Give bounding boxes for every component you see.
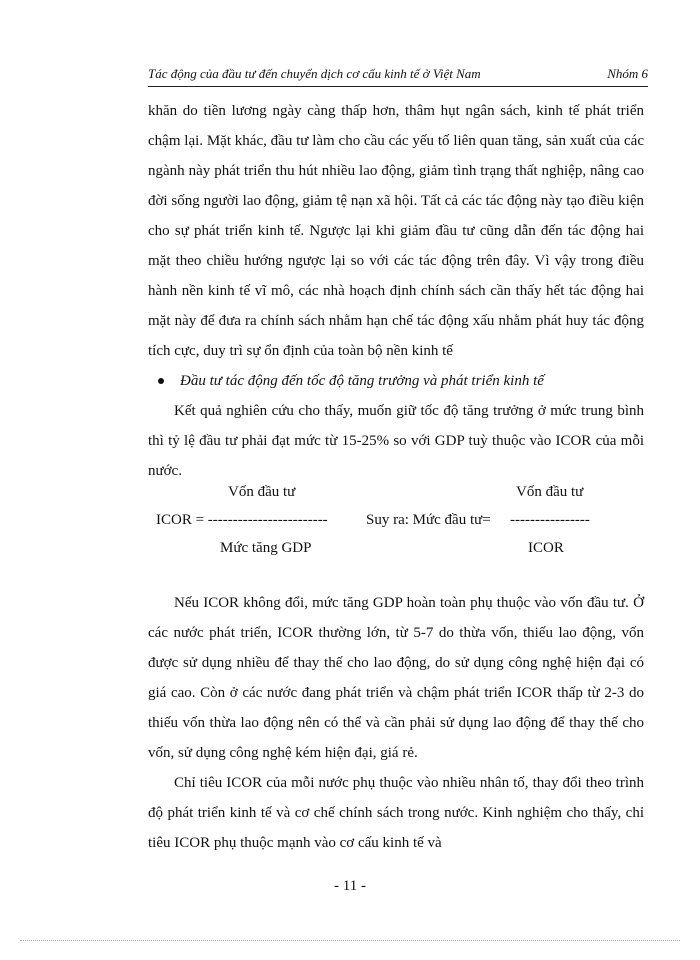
formula-suy-ra: Suy ra: Mức đầu tư=: [366, 512, 491, 528]
formula-denominator-right: ICOR: [528, 540, 564, 556]
page-bottom-divider: [20, 940, 680, 941]
formula-numerator-right: Vốn đầu tư: [516, 484, 584, 500]
bullet-dot-icon: [158, 378, 164, 384]
formula-dash-right: ----------------: [510, 512, 590, 528]
body-text-bottom: [148, 588, 644, 858]
paragraph-4: Chỉ tiêu ICOR của mỗi nước phụ thuộc vào nhiều nhân tố, thay đổi theo trình độ phát triển kinh tế và cơ chế chính sách trong nước. Kinh nghiệm cho thấy, chỉ tiêu ICOR phụ thuộc mạnh vào cơ cấu kinh tế và: [148, 775, 644, 851]
body-text-top: [148, 96, 644, 486]
bullet-heading: [148, 366, 644, 396]
bullet-heading-text: Đầu tư tác động đến tốc độ tăng trưởng và phát triển kinh tế: [180, 373, 544, 389]
formula-numerator-left: Vốn đầu tư: [228, 484, 296, 500]
paragraph-2: Kết quả nghiên cứu cho thấy, muốn giữ tốc độ tăng trưởng ở mức trung bình thì tỷ lệ đầu tư phải đạt mức từ 15-25% so với GDP tuỳ thuộc vào ICOR của mỗi nước.: [148, 403, 644, 479]
icor-formula: [148, 480, 644, 570]
page-number: - 11 -: [334, 878, 366, 894]
paragraph-3: Nếu ICOR không đổi, mức tăng GDP hoàn toàn phụ thuộc vào vốn đầu tư. Ở các nước phát triển, ICOR thường lớn, từ 5-7 do thừa vốn, thiếu lao động, vốn được sử dụng nhiều để thay thế cho lao động, do sử dụng công nghệ hiện đại có giá cao. Còn ở các nước đang phát triển và chậm phát triển ICOR thấp từ 2-3 do thiếu vốn thừa lao động nên có thể và cần phải sử dụng lao động để thay thế cho vốn, sử dụng công nghệ kém hiện đại, giá rẻ.: [148, 595, 644, 761]
page-header: [148, 64, 648, 87]
header-title: Tác động của đầu tư đến chuyển dịch cơ cấu kinh tế ở Việt Nam: [148, 66, 481, 81]
paragraph-1: khăn do tiền lương ngày càng thấp hơn, thâm hụt ngân sách, kinh tế phát triển chậm lại. Mặt khác, đầu tư làm cho cầu các yếu tố liên quan tăng, sản xuất của các ngành này phát triển thu hút nhiều lao động, giảm tình trạng thất nghiệp, nâng cao đời sống người lao động, giảm tệ nạn xã hội. Tất cả các tác động này tạo điều kiện cho sự phát triển kinh tế. Ngược lại khi giảm đầu tư cũng dẫn đến tác động hai mặt theo chiều hướng ngược lại so với các tác động trên đây. Vì vậy trong điều hành nền kinh tế vĩ mô, các nhà hoạch định chính sách cần thấy hết tác động hai mặt này để đưa ra chính sách nhằm hạn chế tác động xấu nhằm phát huy tác động tích cực, duy trì sự ổn định của toàn bộ nền kinh tế: [148, 103, 644, 359]
header-group: Nhóm 6: [607, 66, 648, 81]
formula-icor-lhs: ICOR = ------------------------: [156, 512, 328, 528]
formula-denominator-left: Mức tăng GDP: [220, 540, 312, 556]
